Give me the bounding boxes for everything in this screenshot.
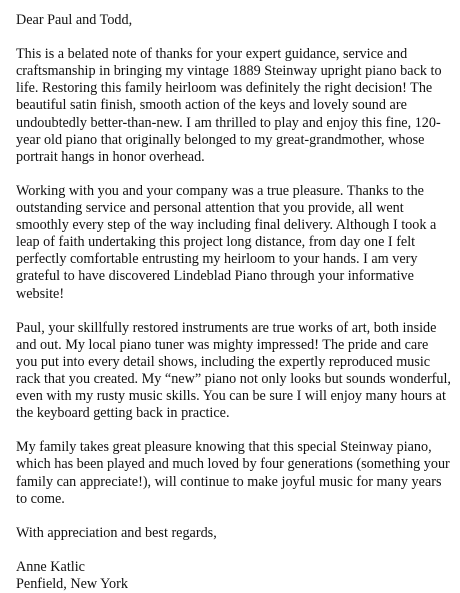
signature-name: Anne Katlic: [16, 559, 85, 575]
paragraph-1: This is a belated note of thanks for your expert guidance, service and craftsmanship in bringing my vintage 1889 Steinway upright piano back to life. Restoring this family heirloom was definitely the right decision! The beautiful satin finish, smooth action of the keys and lovely sound are undoubtedly better-than-new. I am thrilled to play and enjoy this fine, 120-year old piano that originally belonged to my great-grandmother, whose portrait hangs in honor overhead.: [16, 46, 442, 165]
paragraph-4: My family takes great pleasure knowing that this special Steinway piano, which has been played and much loved by four generations (something your family can appreciate!), will continue to make joyful music for many years to come.: [16, 439, 450, 507]
signature: [16, 559, 452, 593]
paragraph-2: Working with you and your company was a true pleasure. Thanks to the outstanding service and personal attention that you provide, all went smoothly every step of the way including final delivery. Although I took a leap of faith undertaking this project long distance, from day one I felt perfectly comfortable entrusting my heirloom to your hands. I am very grateful to have discovered Lindeblad Piano through your informative website!: [16, 182, 437, 302]
closing: With appreciation and best regards,: [16, 524, 217, 541]
paragraph-3: Paul, your skillfully restored instruments are true works of art, both inside and out. My local piano tuner was mighty impressed! The pride and care you put into every detail shows, including the expertly reproduced music rack that you created. My “new” piano not only looks but sounds wonderful, even with my rusty music skills. You can be sure I will enjoy many hours at the keyboard getting back in practice.: [16, 319, 451, 422]
salutation: Dear Paul and Todd,: [16, 12, 133, 28]
letter: [16, 12, 452, 593]
signature-place: Penfield, New York: [16, 576, 128, 593]
